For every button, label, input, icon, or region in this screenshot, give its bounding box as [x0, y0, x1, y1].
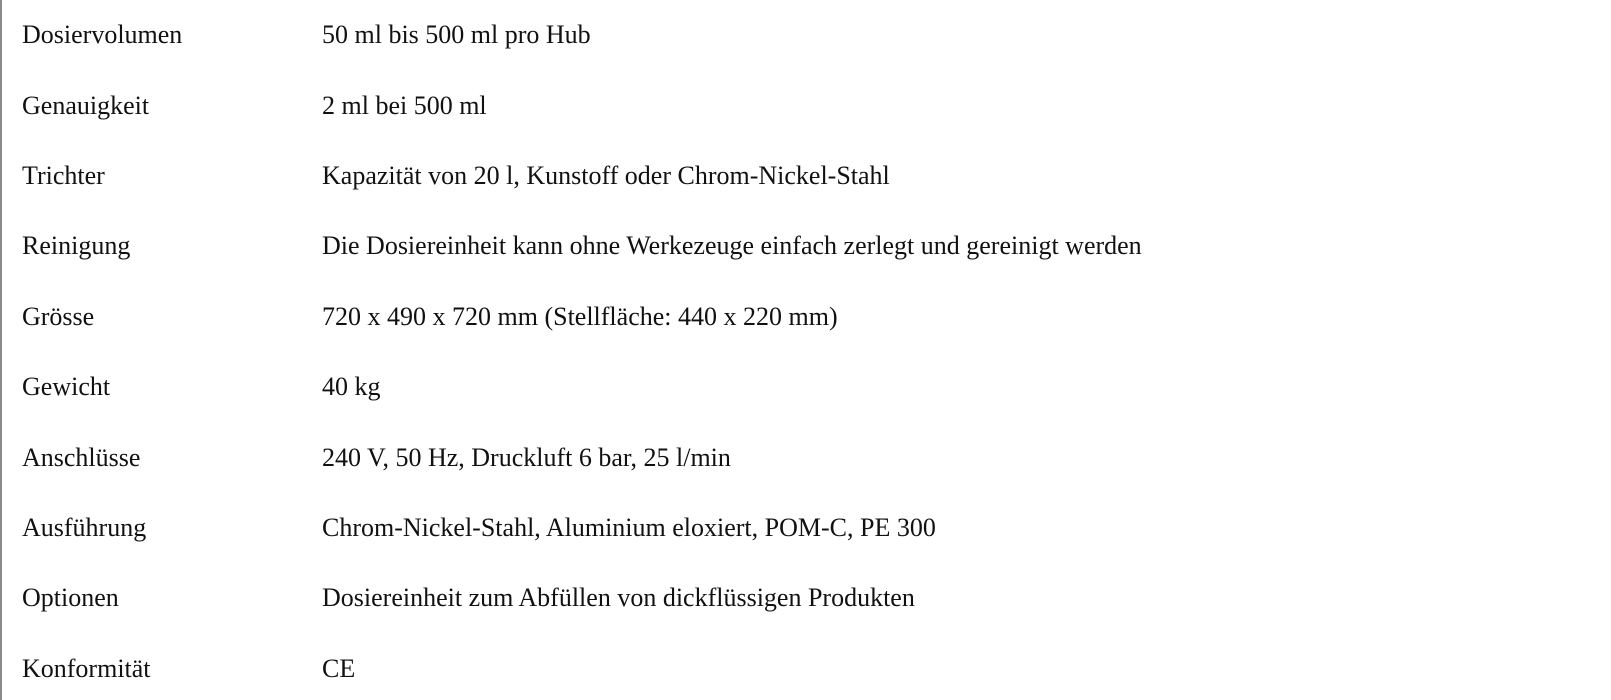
- spec-value: 40 kg: [322, 372, 381, 402]
- spec-value: 50 ml bis 500 ml pro Hub: [322, 20, 591, 50]
- spec-label: Ausführung: [22, 512, 147, 542]
- spec-label: Grösse: [22, 301, 95, 331]
- spec-value: Kapazität von 20 l, Kunstoff oder Chrom-Nickel-Stahl: [322, 160, 890, 190]
- spec-label: Genauigkeit: [22, 90, 150, 120]
- spec-row-konformitaet: [2, 634, 1611, 700]
- spec-label: Anschlüsse: [22, 442, 141, 472]
- spec-value: 240 V, 50 Hz, Druckluft 6 bar, 25 l/min: [322, 442, 731, 472]
- spec-label: Reinigung: [22, 231, 131, 261]
- spec-value: Die Dosiereinheit kann ohne Werkezeuge einfach zerlegt und gereinigt werden: [322, 231, 1142, 261]
- spec-row-anschluesse: [2, 422, 1611, 492]
- spec-label: Trichter: [22, 160, 105, 190]
- spec-row-optionen: [2, 563, 1611, 633]
- spec-value: Chrom-Nickel-Stahl, Aluminium eloxiert, POM-C, PE 300: [322, 512, 936, 542]
- spec-value: CE: [322, 653, 356, 683]
- spec-row-groesse: [2, 282, 1611, 352]
- spec-label: Gewicht: [22, 372, 111, 402]
- spec-table: [2, 0, 1611, 700]
- spec-row-reinigung: [2, 211, 1611, 281]
- spec-value: 2 ml bei 500 ml: [322, 90, 487, 120]
- spec-label: Dosiervolumen: [22, 20, 183, 50]
- spec-value: 720 x 490 x 720 mm (Stellfläche: 440 x 220 mm): [322, 301, 838, 331]
- spec-row-dosiervolumen: [2, 0, 1611, 70]
- spec-label: Konformität: [22, 653, 151, 683]
- spec-value: Dosiereinheit zum Abfüllen von dickflüssigen Produkten: [322, 583, 915, 613]
- spec-row-trichter: [2, 141, 1611, 211]
- spec-row-gewicht: [2, 352, 1611, 422]
- spec-row-ausfuehrung: [2, 493, 1611, 563]
- spec-row-genauigkeit: [2, 70, 1611, 140]
- spec-label: Optionen: [22, 583, 119, 613]
